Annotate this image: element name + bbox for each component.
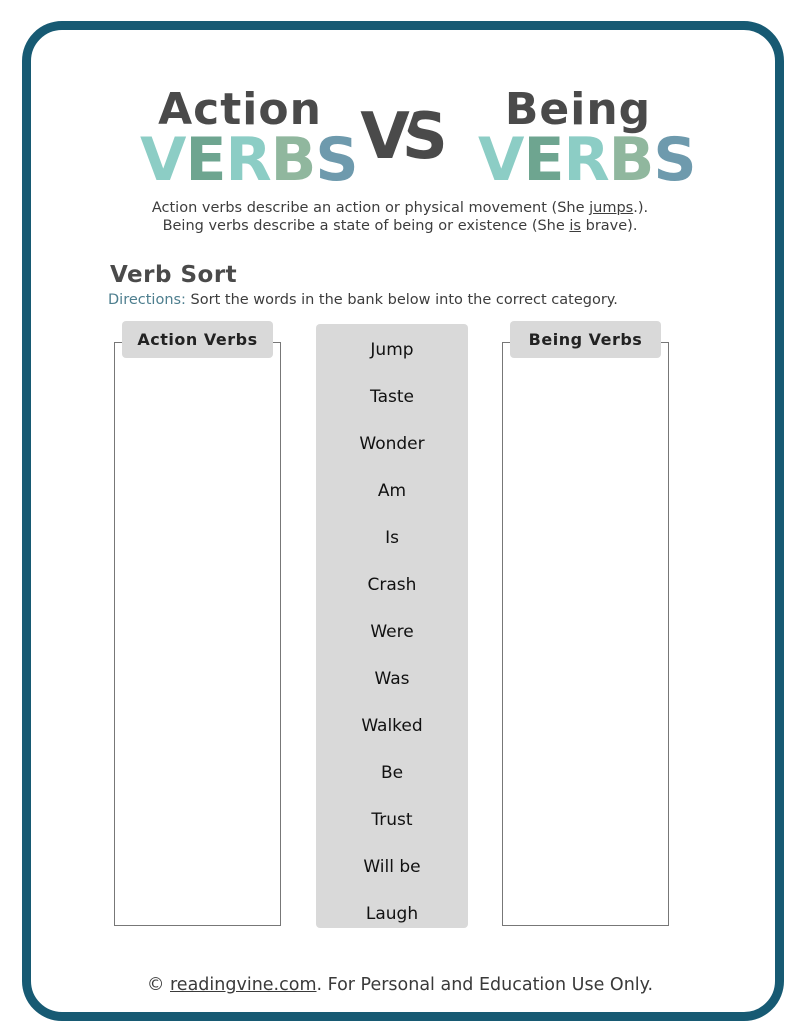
description-line-2 [0,217,800,235]
desc-example-word: is [569,218,581,234]
title-letter: S [315,125,358,195]
desc-text: .). [633,200,649,216]
word-bank-item[interactable]: Was [374,669,410,689]
word-bank-item[interactable]: Jump [370,340,414,360]
action-verbs-answer-box[interactable] [114,342,281,926]
desc-text: Action verbs describe an action or physical movement (She [151,200,590,216]
word-bank [316,324,468,928]
footer-text: . For Personal and Education Use Only. [316,975,654,995]
desc-example-word: jumps [589,200,634,216]
word-bank-item[interactable]: Will be [363,857,421,877]
title-letter: R [563,125,609,195]
word-bank-item[interactable]: Were [370,622,414,642]
copyright-symbol: © [146,975,170,995]
title-right-verbs [478,125,696,195]
word-bank-item[interactable]: Am [377,481,407,501]
vs-text: VS [360,100,440,174]
being-verbs-header: Being Verbs [510,321,661,358]
desc-text: brave). [581,218,638,234]
desc-text: Being verbs describe a state of being or existence (She [162,218,570,234]
vs-slash [352,98,448,190]
title-being-word: Being [504,84,652,135]
description [0,199,800,235]
section-title: Verb Sort [110,262,238,288]
being-verbs-answer-box[interactable] [502,342,669,926]
vs-mark [352,98,448,190]
title-action-word: Action [158,84,322,135]
word-bank-item[interactable]: Trust [371,810,413,830]
word-bank-item[interactable]: Walked [361,716,423,736]
word-bank-item[interactable]: Crash [367,575,417,595]
footer [0,975,800,995]
title-graphic [0,0,800,200]
word-bank-item[interactable]: Be [380,763,404,783]
action-verbs-header: Action Verbs [122,321,273,358]
directions-text: Sort the words in the bank below into the correct category. [185,292,618,308]
word-bank-item[interactable]: Is [385,528,399,548]
title-letter: E [523,125,564,195]
title-letter: V [478,125,524,195]
word-bank-item[interactable]: Wonder [359,434,425,454]
title-left-verbs [140,125,358,195]
title-letter: B [270,125,316,195]
footer-link[interactable]: readingvine.com [170,975,317,995]
title-letter: R [225,125,271,195]
directions [108,292,618,308]
title-letter: S [653,125,696,195]
word-bank-item[interactable]: Laugh [365,904,419,924]
title-letter: V [140,125,186,195]
word-bank-item[interactable]: Taste [370,387,414,407]
directions-label: Directions: [108,292,186,308]
description-line-1 [0,199,800,217]
title-letter: B [608,125,654,195]
title-letter: E [185,125,226,195]
